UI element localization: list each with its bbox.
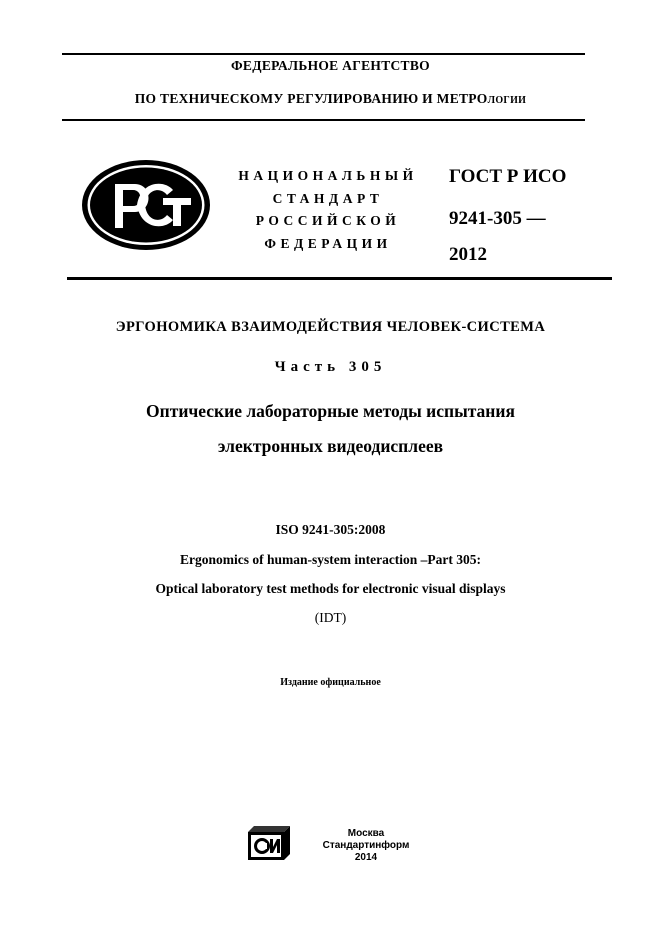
iso-number: ISO 9241-305:2008 (275, 522, 386, 537)
idt-mark: (IDT) (314, 610, 347, 625)
national-standard-line-1: НАЦИОНАЛЬНЫЙ (238, 168, 418, 183)
publisher-block (318, 828, 414, 864)
gost-designation-year: 2012 (449, 244, 487, 265)
header-rule (67, 277, 612, 280)
gost-designation-line-1: ГОСТ Р ИСО (449, 166, 567, 187)
agency-line-1: ФЕДЕРАЛЬНОЕ АГЕНТСТВО (231, 58, 430, 73)
gost-designation-line-2: 9241-305 — (449, 208, 546, 229)
agency-line-2-main: ПО ТЕХНИЧЕСКОМУ РЕГУЛИРОВАНИЮ И МЕТРО (134, 91, 488, 106)
publisher-name: Стандартинформ (322, 840, 410, 851)
top-rule (62, 53, 585, 55)
agency-line-2-small: ЛОГИИ (487, 95, 527, 106)
standartinform-logo-icon (248, 826, 290, 860)
iso-title-line-1: Ergonomics of human-system interaction –Part 305: (179, 552, 482, 567)
publisher-city: Москва (347, 828, 385, 839)
publisher-year: 2014 (354, 852, 378, 863)
national-standard-block (222, 165, 434, 255)
subtitle-line-1: Оптические лабораторные методы испытания (146, 401, 515, 421)
iso-title-line-2: Optical laboratory test methods for electronic visual displays (155, 581, 506, 596)
edition-note: Издание официальное (280, 677, 381, 688)
national-standard-line-3: РОССИЙСКОЙ (255, 213, 401, 228)
document-title: ЭРГОНОМИКА ВЗАИМОДЕЙСТВИЯ ЧЕЛОВЕК-СИСТЕМА (115, 319, 546, 335)
agency-rule (62, 119, 585, 121)
national-standard-line-2: СТАНДАРТ (272, 190, 384, 206)
subtitle-line-2: электронных видеодисплеев (217, 436, 444, 456)
rst-logo-icon (79, 156, 213, 254)
national-standard-line-4: ФЕДЕРАЦИИ (264, 235, 392, 251)
part-number: Часть 305 (274, 359, 387, 375)
agency-line-2 (0, 91, 661, 107)
